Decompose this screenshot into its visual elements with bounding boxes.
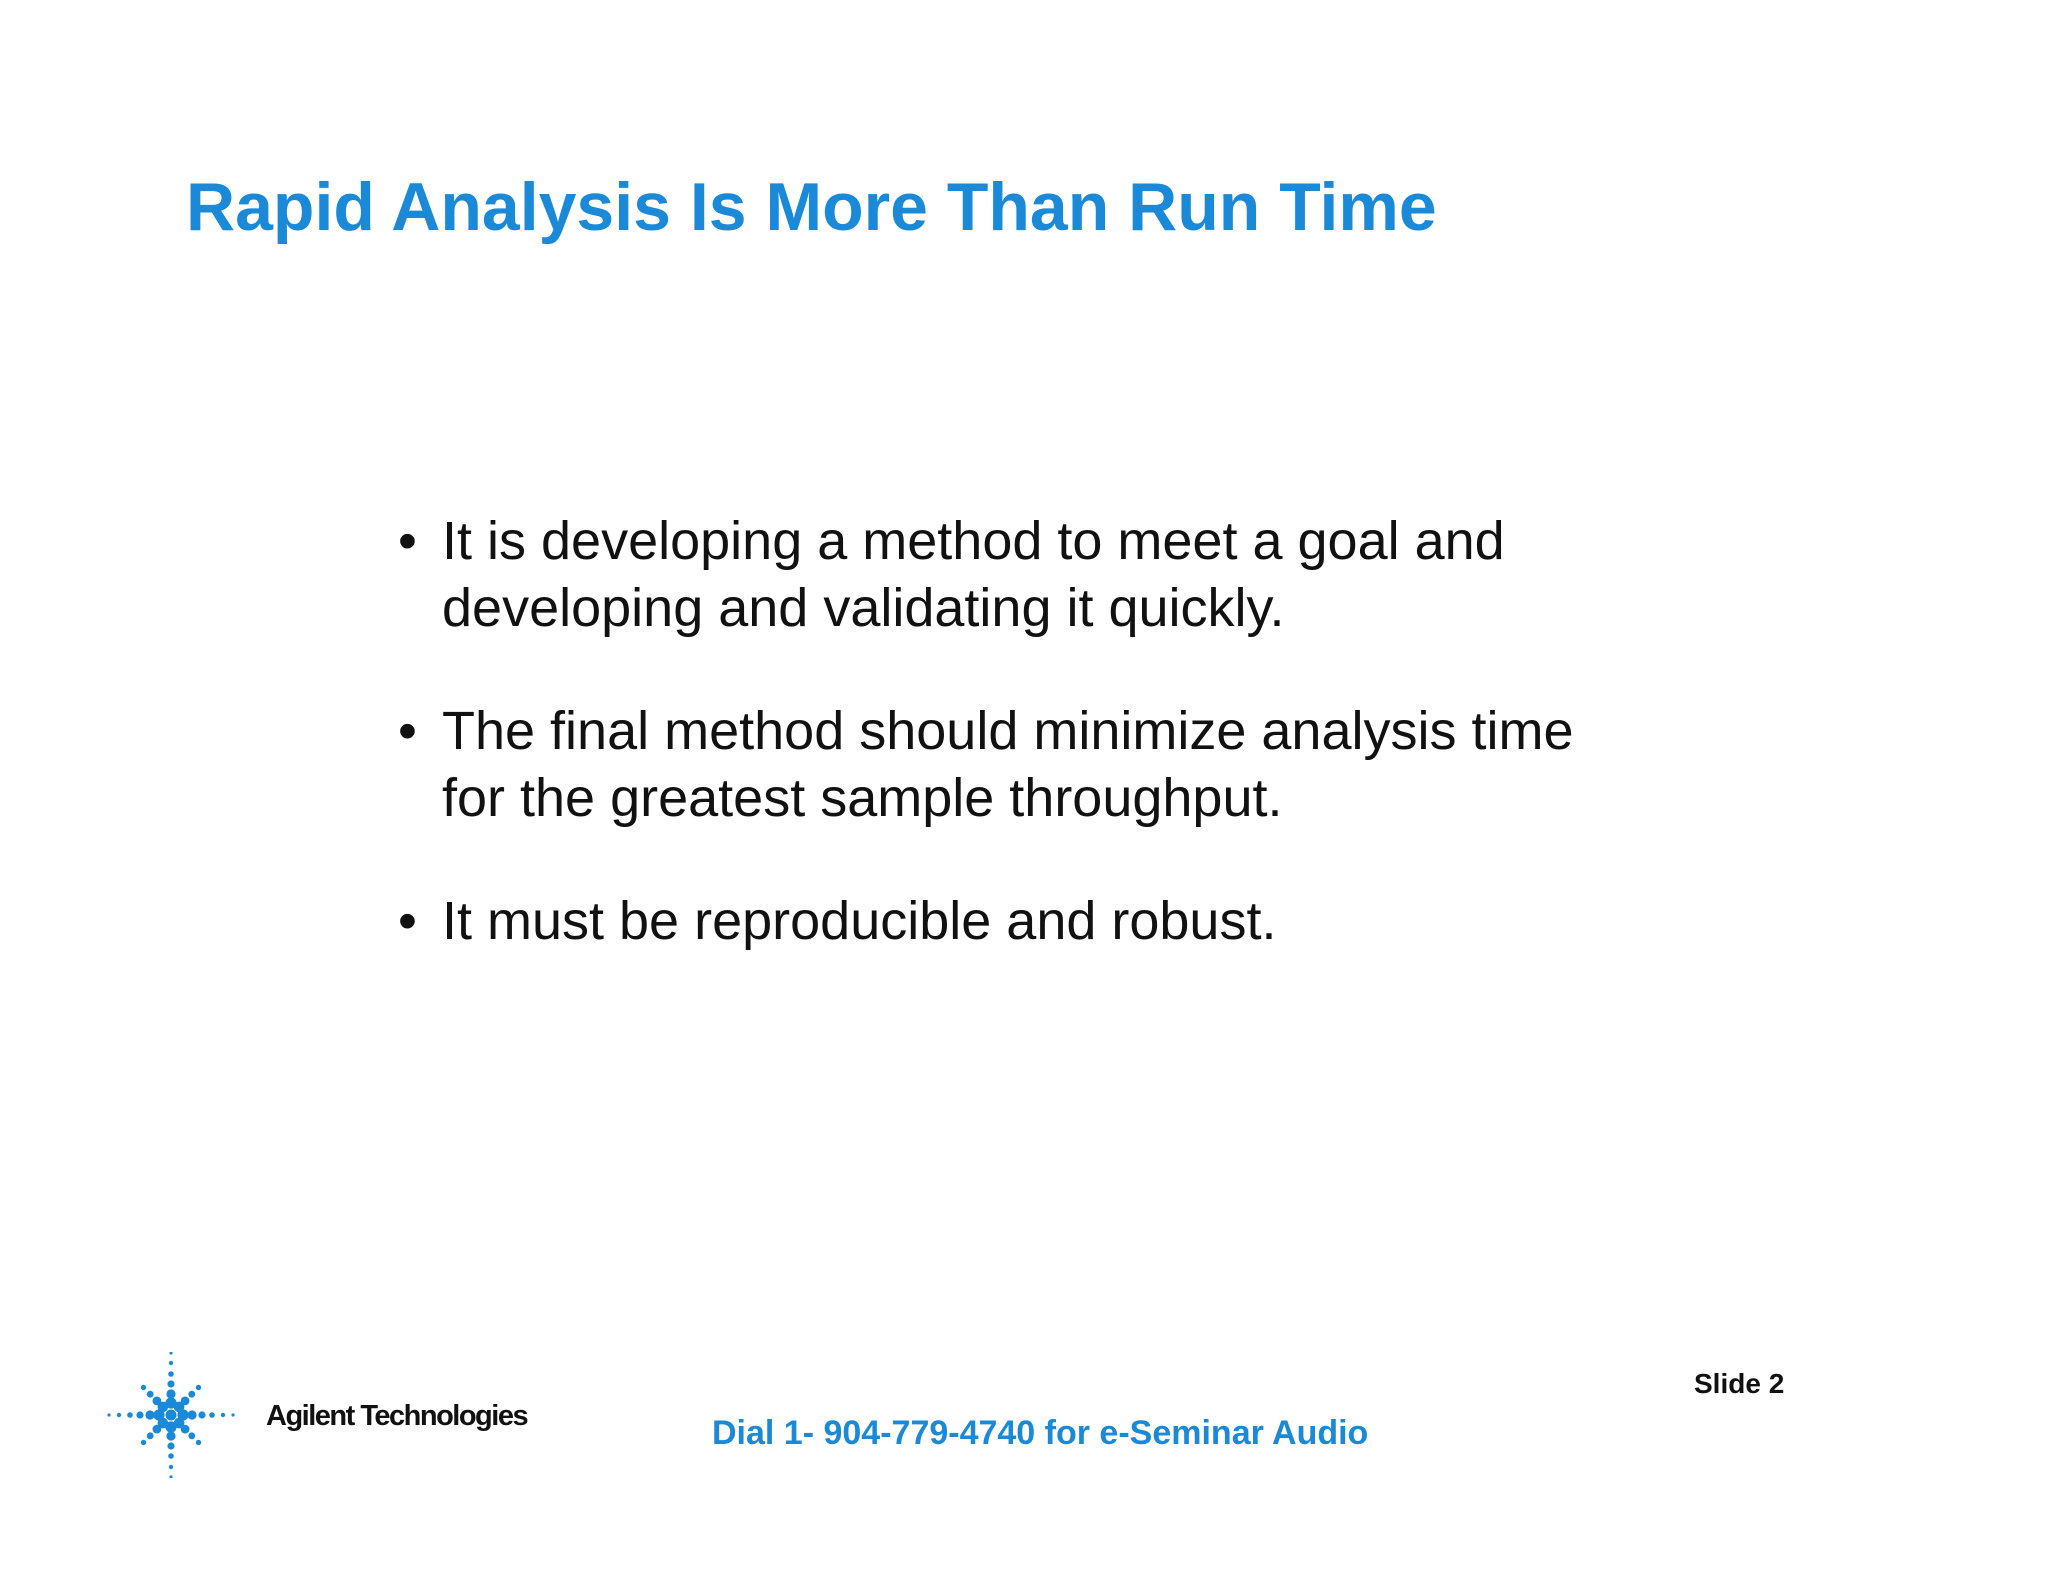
logo-dot <box>221 1413 225 1417</box>
bullet-marker: • <box>398 701 417 761</box>
logo-dot <box>169 1352 172 1355</box>
logo-dot <box>136 1411 143 1418</box>
logo-dot <box>198 1411 205 1418</box>
bullet-line: It is developing a method to meet a goal and <box>442 511 1505 571</box>
logo-dot <box>231 1413 234 1416</box>
bullet-item <box>392 888 1692 955</box>
slide-title: Rapid Analysis Is More Than Run Time <box>186 169 1437 245</box>
logo-dot <box>166 1389 175 1398</box>
logo-dot <box>167 1380 174 1387</box>
bullet-text <box>442 508 1692 642</box>
bullet-marker: • <box>398 891 417 951</box>
bullet-line: developing and validating it quickly. <box>442 578 1285 638</box>
logo-dot <box>181 1425 190 1434</box>
bullet-text <box>442 698 1692 832</box>
bullet-item <box>392 698 1692 832</box>
bullet-line: for the greatest sample throughput. <box>442 768 1283 828</box>
logo-dot <box>153 1397 162 1406</box>
logo-dot <box>169 1465 173 1469</box>
logo-dot <box>107 1413 110 1416</box>
logo-dot <box>181 1397 190 1406</box>
bullet-item <box>392 508 1692 642</box>
logo-dot <box>147 1432 154 1439</box>
logo-dot <box>153 1425 162 1434</box>
agilent-spark-icon <box>104 1352 238 1478</box>
logo-dot <box>187 1410 196 1419</box>
slide-number: Slide 2 <box>1694 1368 1785 1399</box>
audio-dial-note: Dial 1- 904-779-4740 for e-Seminar Audio <box>712 1414 1369 1452</box>
logo-dot <box>166 1431 175 1440</box>
logo-dot <box>169 1475 172 1478</box>
logo-dot <box>141 1385 146 1390</box>
logo-dot <box>168 1371 174 1377</box>
bullet-list <box>392 508 1692 1011</box>
logo-dot <box>168 1453 174 1459</box>
logo-dot <box>117 1413 121 1417</box>
logo-dot <box>196 1440 201 1445</box>
bullet-text <box>442 888 1692 955</box>
company-logo-text: Agilent Technologies <box>266 1400 528 1432</box>
logo-dot <box>169 1361 173 1365</box>
logo-dot <box>166 1410 177 1421</box>
logo-dot <box>127 1412 133 1418</box>
bullet-marker: • <box>398 511 417 571</box>
logo-dot <box>141 1440 146 1445</box>
logo-dot <box>188 1432 195 1439</box>
logo-dot <box>145 1410 154 1419</box>
logo-dot <box>147 1391 154 1398</box>
bullet-line: It must be reproducible and robust. <box>442 891 1277 951</box>
logo-dot <box>188 1391 195 1398</box>
logo-dot <box>209 1412 215 1418</box>
logo-dot <box>196 1385 201 1390</box>
bullet-line: The final method should minimize analysis time <box>442 701 1574 761</box>
logo-dot <box>167 1442 174 1449</box>
